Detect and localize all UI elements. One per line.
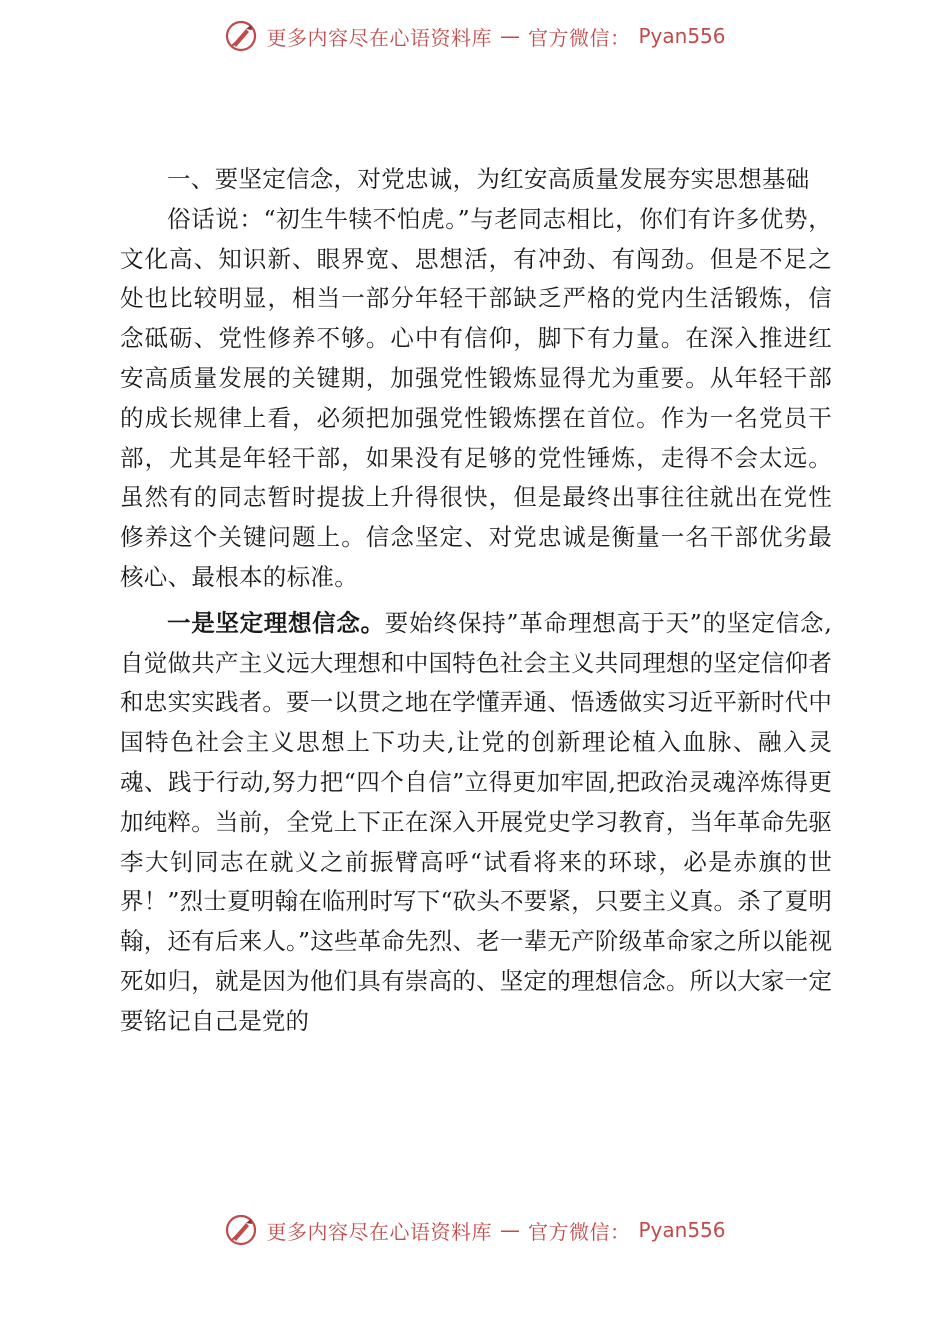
document-body xyxy=(120,160,832,1042)
banner-wechat-label: 官方微信： xyxy=(527,25,631,50)
pen-logo-icon xyxy=(224,19,258,53)
header-watermark-banner xyxy=(0,14,950,58)
paragraph xyxy=(120,604,832,1042)
banner-separator: — xyxy=(499,24,520,48)
banner-wechat-label: 官方微信： xyxy=(527,1219,631,1244)
paragraph-body: 要始终保持”革命理想高于天”的坚定信念,自觉做共产主义远大理想和中国特色社会主义共同理想的坚定信仰者和忠实实践者。要一以贯之地在学懂弄通、悟透做实习近平新时代中国特色社会主义思想上下功夫,让党的创新理论植入血脉、融入灵魂、践于行动,努力把“四个自信”立得更加牢固,把政治灵魂淬炼得更加纯粹。当前，全党上下正在深入开展党史学习教育，当年革命先驱李大钊同志在就义之前振臂高呼“试看将来的环球，必是赤旗的世界！”烈士夏明翰在临刑时写下“砍头不要紧，只要主义真。杀了夏明翰，还有后来人。”这些革命先烈、老一辈无产阶级革命家之所以能视死如归，就是因为他们具有崇高的、坚定的理想信念。所以大家一定要铭记自己是党的 xyxy=(120,608,833,1035)
banner-text: 更多内容尽在心语资料库 xyxy=(266,25,492,50)
banner-wechat-id: Pyan556 xyxy=(638,24,726,48)
paragraph: 俗话说：“初生牛犊不怕虎。”与老同志相比，你们有许多优势，文化高、知识新、眼界宽、思想活，有冲劲、有闯劲。但是不足之处也比较明显，相当一部分年轻干部缺乏严格的党内生活锻炼，信念砥砺、党性修养不够。心中有信仰，脚下有力量。在深入推进红安高质量发展的关键期，加强党性锻炼显得尤为重要。从年轻干部的成长规律上看，必须把加强党性锻炼摆在首位。作为一名党员干部，尤其是年轻干部，如果没有足够的党性锤炼，走得不会太远。虽然有的同志暂时提拔上升得很快，但是最终出事往往就出在党性修养这个关键问题上。信念坚定、对党忠诚是衡量一名干部优劣最核心、最根本的标准。 xyxy=(120,204,832,591)
banner-separator: — xyxy=(499,1218,520,1242)
banner-text: 更多内容尽在心语资料库 xyxy=(266,1219,492,1244)
paragraph-lead-bold: 一是坚定理想信念。 xyxy=(167,608,385,637)
banner-wechat-id: Pyan556 xyxy=(638,1218,726,1242)
section-heading: 一、要坚定信念，对党忠诚，为红安高质量发展夯实思想基础 xyxy=(167,165,810,193)
footer-watermark-banner xyxy=(0,1208,950,1252)
pen-logo-icon xyxy=(224,1213,258,1247)
